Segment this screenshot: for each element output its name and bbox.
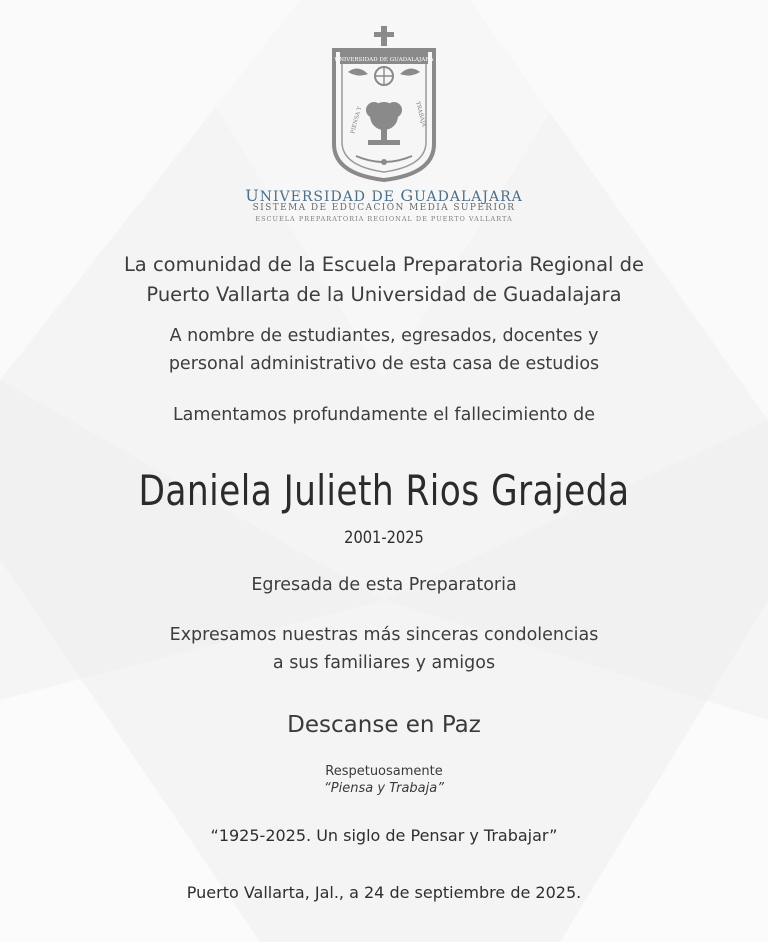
crest-right-text: TRABAJA [414,100,427,128]
lament-text: Lamentamos profundamente el fallecimiento de [172,405,596,425]
role-text: Egresada de esta Preparatoria [251,575,517,595]
behalf-line-2: personal administrativo de esta casa de estudios [168,354,600,374]
motto-text: “Piensa y Trabaja” [324,781,444,796]
place-and-date: Puerto Vallarta, Jal., a 24 de septiembre de 2025. [186,883,582,902]
condolence-line-2: a sus familiares y amigos [272,653,496,673]
crest-left-text: PIENSA Y [350,106,364,135]
school-name: ESCUELA PREPARATORIA REGIONAL DE PUERTO VALLARTA [255,215,513,223]
respectfully-text: Respetuosamente [325,764,443,779]
century-motto: “1925-2025. Un siglo de Pensar y Trabajar” [210,826,558,845]
deceased-name: Daniela Julieth Rios Grajeda [138,466,630,515]
intro-line-1: La comunidad de la Escuela Preparatoria Regional de [123,253,645,276]
university-crest-icon [326,24,442,182]
behalf-line-1: A nombre de estudiantes, egresados, docentes y [169,326,599,346]
system-name: SISTEMA DE EDUCACIÓN MEDIA SUPERIOR [252,203,516,213]
rest-in-peace: Descanse en Paz [287,712,481,738]
crest-banner-text: UNIVERSIDAD DE GUADALAJARA [334,57,434,63]
condolence-line-1: Expresamos nuestras más sinceras condolencias [169,625,599,645]
university-name: UNIVERSIDAD DE GUADALAJARA [245,186,523,205]
life-years: 2001-2025 [344,528,424,548]
intro-line-2: Puerto Vallarta de la Universidad de Guadalajara [146,283,622,306]
